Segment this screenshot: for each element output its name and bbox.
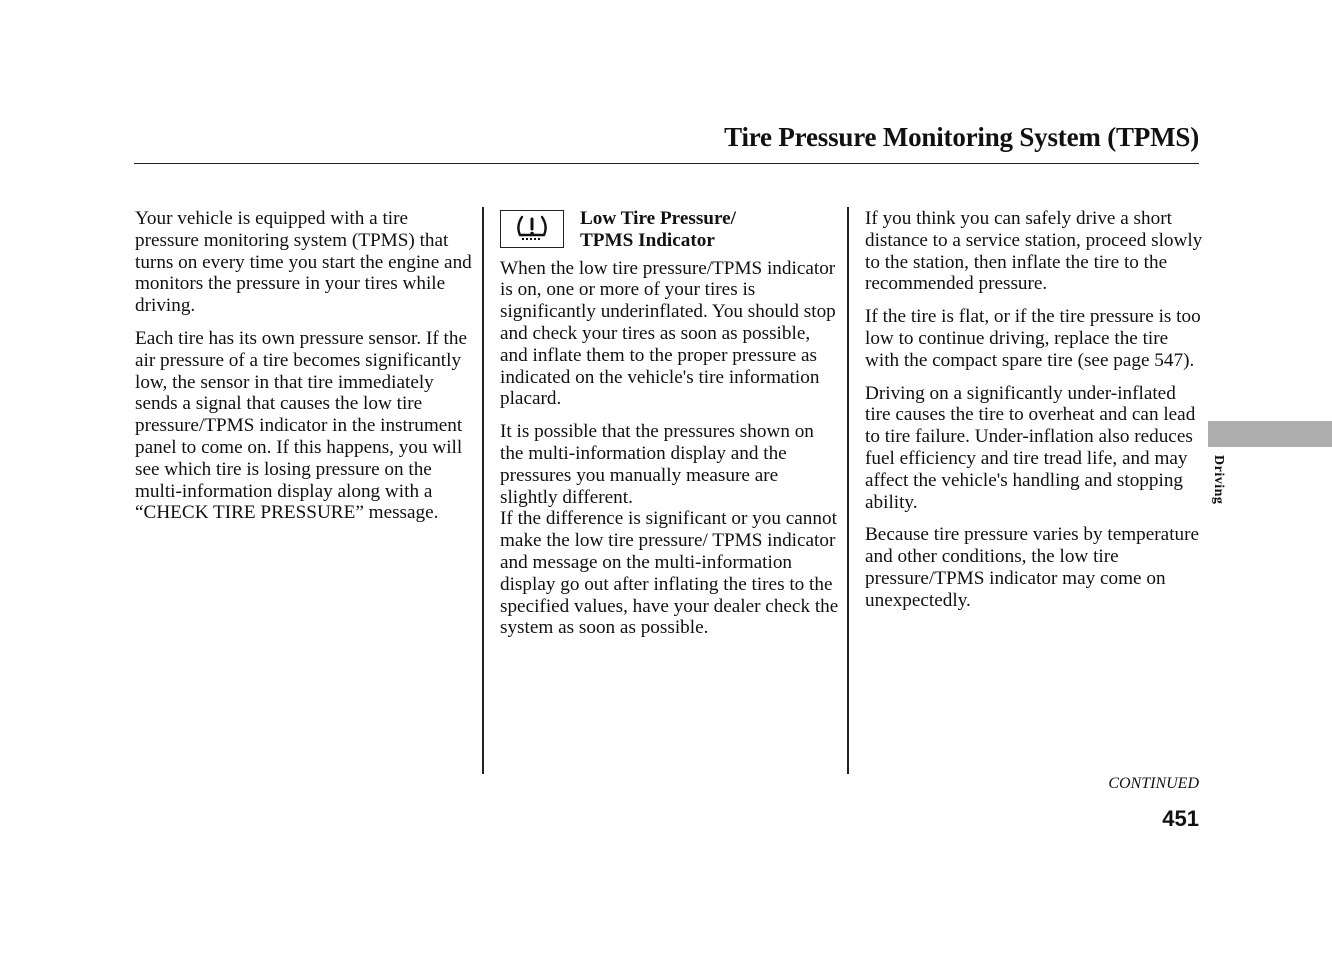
indicator-heading xyxy=(500,208,840,252)
indicator-title-line: Low Tire Pressure/ xyxy=(580,208,736,229)
indicator-title xyxy=(580,208,736,252)
page-number: 451 xyxy=(1162,806,1199,831)
column-2 xyxy=(500,208,840,650)
page-title: Tire Pressure Monitoring System (TPMS) xyxy=(724,122,1199,152)
column-divider xyxy=(847,207,849,774)
paragraph: Driving on a significantly under-inflated tire causes the tire to overheat and can lead to tire failure. Under-inflation also reduces fuel efficiency and tire tread life, and may affect the vehicle's handling and stopping ability. xyxy=(865,382,1196,513)
paragraph: When the low tire pressure/TPMS indicator is on, one or more of your tires is significantly underinflated. You should stop and check your tires as soon as possible, and inflate them to the proper pressure as indicated on the vehicle's tire information placard. xyxy=(500,257,836,410)
paragraph: Your vehicle is equipped with a tire pressure monitoring system (TPMS) that turns on every time you start the engine and monitors the pressure in your tires while driving. xyxy=(135,208,472,317)
tpms-warning-icon xyxy=(500,210,564,248)
column-1 xyxy=(135,208,475,535)
section-tab xyxy=(1208,421,1332,447)
title-rule xyxy=(134,163,1199,164)
indicator-title-line: TPMS Indicator xyxy=(580,229,715,251)
section-tab-label: Driving xyxy=(1211,455,1226,505)
paragraph: If you think you can safely drive a short distance to a service station, proceed slowly to the station, then inflate the tire to the recommended pressure. xyxy=(865,208,1203,295)
paragraph: If the difference is significant or you cannot make the low tire pressure/ TPMS indicator and message on the multi-information display go out after inflating the tires to the specified values, have your dealer check the system as soon as possible. xyxy=(500,508,839,639)
column-divider xyxy=(482,207,484,774)
column-3 xyxy=(865,208,1205,623)
paragraph: If the tire is flat, or if the tire pressure is too low to continue driving, replace the tire with the compact spare tire (see page 547). xyxy=(865,306,1201,371)
paragraph: It is possible that the pressures shown on the multi-information display and the pressures you manually measure are slightly different. xyxy=(500,421,814,508)
paragraph: Each tire has its own pressure sensor. If the air pressure of a tire becomes significantly low, the sensor in that tire immediately sends a signal that causes the low tire pressure/TPMS indicator in the instrument panel to come on. If this happens, you will see which tire is losing pressure on the multi-information display along with a “CHECK TIRE PRESSURE” message. xyxy=(135,327,467,524)
continued-label: CONTINUED xyxy=(1108,775,1199,792)
paragraph: Because tire pressure varies by temperature and other conditions, the low tire pressure/TPMS indicator may come on unexpectedly. xyxy=(865,524,1200,611)
